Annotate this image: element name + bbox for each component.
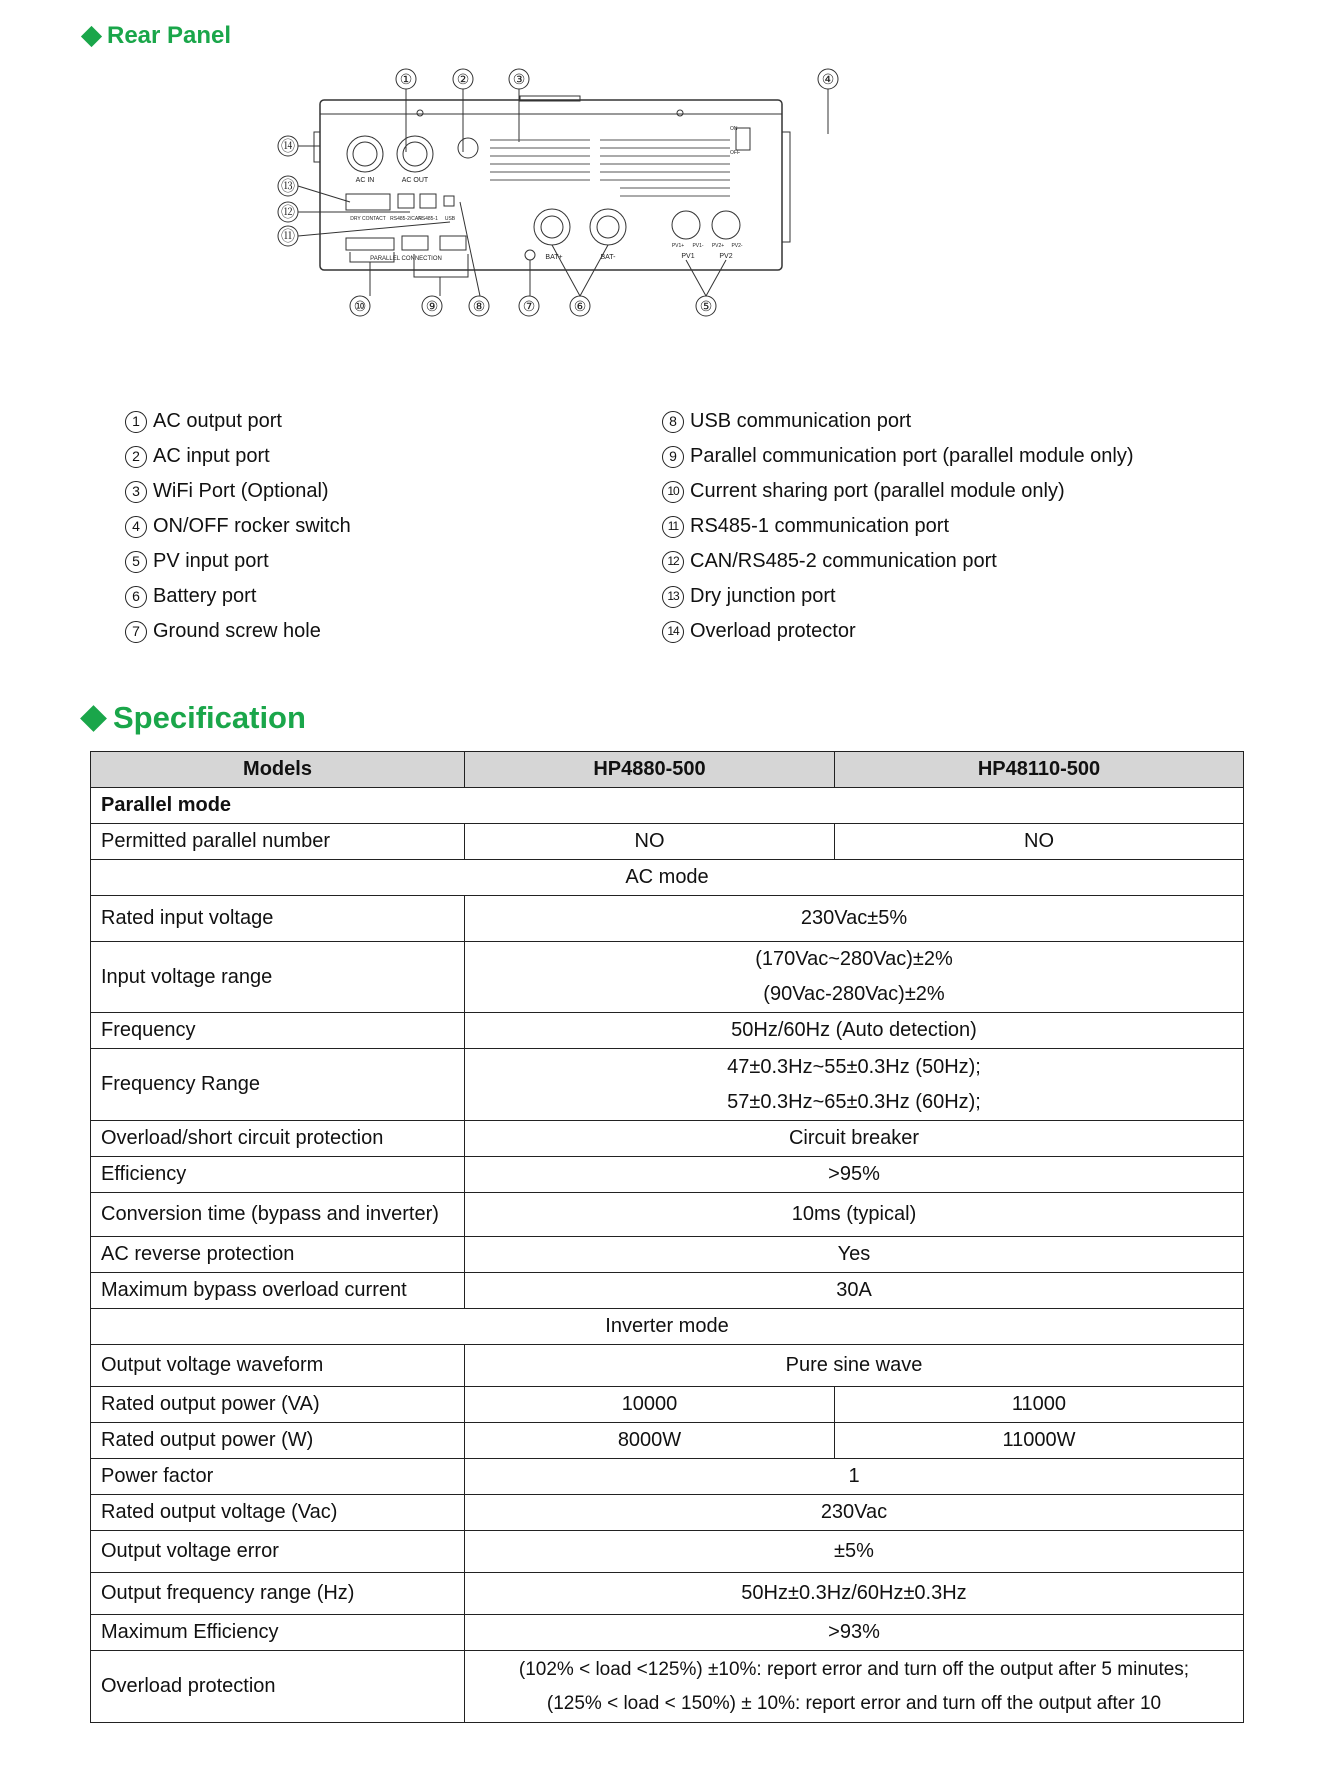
legend-text: AC output port <box>153 410 282 432</box>
label-on: ON <box>730 126 738 132</box>
row-label: Permitted parallel number <box>91 824 465 860</box>
number-badge: 7 <box>125 621 147 643</box>
table-row <box>91 1615 1244 1651</box>
row-label: Overload protection <box>91 1651 465 1723</box>
legend-item <box>662 439 1134 474</box>
value-line: (102% < load <125%) ±10%: report error and turn off the output after 5 minutes; <box>518 1658 1190 1680</box>
specification-title: Specification <box>113 700 306 735</box>
label-usb: USB <box>444 216 456 222</box>
label-ac-in: AC IN <box>355 177 375 184</box>
label-pv2-plus: PV2+ <box>711 243 725 249</box>
label-pv1-minus: PV1- <box>692 243 704 249</box>
row-label: Output frequency range (Hz) <box>91 1573 465 1615</box>
row-value: 10ms (typical) <box>465 1193 1244 1237</box>
row-label: Frequency <box>91 1013 465 1049</box>
legend-item <box>125 614 351 649</box>
number-badge: 6 <box>125 586 147 608</box>
legend-right <box>662 404 1134 649</box>
legend-text: ON/OFF rocker switch <box>153 515 351 537</box>
legend-item <box>662 544 1134 579</box>
row-label: AC reverse protection <box>91 1237 465 1273</box>
legend-item <box>662 614 1134 649</box>
row-label: Rated output voltage (Vac) <box>91 1495 465 1531</box>
table-row <box>91 1573 1244 1615</box>
row-value: >93% <box>465 1615 1244 1651</box>
label-pv1: PV1 <box>681 253 695 260</box>
legend-item <box>125 439 351 474</box>
table-row <box>91 824 1244 860</box>
row-value: Yes <box>465 1237 1244 1273</box>
row-value: 230Vac <box>465 1495 1244 1531</box>
section-ac-mode: AC mode <box>91 860 1244 896</box>
legend-text: CAN/RS485-2 communication port <box>690 550 997 572</box>
header-model-2: HP48110-500 <box>835 752 1244 788</box>
callout-12: ⑫ <box>281 204 295 220</box>
table-row <box>91 896 1244 942</box>
table-row <box>91 1193 1244 1237</box>
row-value: 11000W <box>835 1423 1244 1459</box>
label-pv2: PV2 <box>719 253 733 260</box>
table-row <box>91 1387 1244 1423</box>
legend-text: Dry junction port <box>690 585 836 607</box>
left-callouts <box>278 136 298 246</box>
value-line: (170Vac~280Vac)±2% <box>755 948 953 970</box>
value-line: (90Vac-280Vac)±2% <box>763 983 945 1005</box>
legend-item <box>125 544 351 579</box>
value-line: 47±0.3Hz~55±0.3Hz (50Hz); <box>727 1055 981 1078</box>
number-badge: 2 <box>125 446 147 468</box>
callout-2: ② <box>456 71 470 87</box>
legend-text: Battery port <box>153 585 257 607</box>
row-label: Power factor <box>91 1459 465 1495</box>
row-value <box>465 942 1244 1013</box>
rear-panel-heading <box>84 22 231 50</box>
specification-table <box>90 751 1244 1723</box>
row-value: NO <box>835 824 1244 860</box>
legend-text: Parallel communication port (parallel module only) <box>690 445 1134 467</box>
legend-text: RS485-1 communication port <box>690 515 950 537</box>
legend-text: WiFi Port (Optional) <box>153 480 329 502</box>
callout-11: ⑪ <box>281 228 295 244</box>
callout-9: ⑨ <box>425 298 439 314</box>
number-badge: 12 <box>662 551 684 573</box>
callout-4: ④ <box>821 71 835 87</box>
row-label: Output voltage error <box>91 1531 465 1573</box>
table-row <box>91 1309 1244 1345</box>
table-row <box>91 788 1244 824</box>
top-callouts <box>396 69 838 89</box>
number-badge: 8 <box>662 411 684 433</box>
section-parallel-mode: Parallel mode <box>91 788 1244 824</box>
number-badge: 11 <box>662 516 684 538</box>
row-label: Efficiency <box>91 1157 465 1193</box>
row-label: Maximum Efficiency <box>91 1615 465 1651</box>
row-value: 11000 <box>835 1387 1244 1423</box>
number-badge: 14 <box>662 621 684 643</box>
callout-6: ⑥ <box>573 298 587 314</box>
row-value: Circuit breaker <box>465 1121 1244 1157</box>
callout-14: ⑭ <box>281 138 295 154</box>
rear-panel-title: Rear Panel <box>107 22 232 49</box>
label-rs485-1: RS485-1 <box>418 216 438 222</box>
table-header-row <box>91 752 1244 788</box>
legend-item <box>125 509 351 544</box>
number-badge: 10 <box>662 481 684 503</box>
legend-text: Ground screw hole <box>153 620 321 642</box>
label-bat-plus: BAT+ <box>545 254 563 261</box>
callout-8: ⑧ <box>472 298 486 314</box>
bottom-callouts <box>350 296 716 316</box>
header-model-1: HP4880-500 <box>465 752 835 788</box>
label-parallel-connection: PARALLEL CONNECTION <box>370 256 442 262</box>
number-badge: 13 <box>662 586 684 608</box>
row-value: ±5% <box>465 1531 1244 1573</box>
row-label: Maximum bypass overload current <box>91 1273 465 1309</box>
section-inverter-mode: Inverter mode <box>91 1309 1244 1345</box>
row-value: 8000W <box>465 1423 835 1459</box>
table-row <box>91 1459 1244 1495</box>
row-value: 30A <box>465 1273 1244 1309</box>
legend-item <box>125 404 351 439</box>
table-row <box>91 860 1244 896</box>
table-row <box>91 1157 1244 1193</box>
callout-13: ⑬ <box>281 178 295 194</box>
row-label: Rated input voltage <box>91 896 465 942</box>
label-pv2-minus: PV2- <box>731 243 743 249</box>
label-ac-out: AC OUT <box>401 177 429 184</box>
table-row <box>91 942 1244 1013</box>
legend-text: Overload protector <box>690 620 856 642</box>
number-badge: 1 <box>125 411 147 433</box>
specification-heading <box>84 700 306 736</box>
table-row <box>91 1121 1244 1157</box>
callout-3: ③ <box>512 71 526 87</box>
diamond-bullet-icon <box>81 25 102 46</box>
row-label: Conversion time (bypass and inverter) <box>91 1193 465 1237</box>
row-value: Pure sine wave <box>465 1345 1244 1387</box>
label-pv1-plus: PV1+ <box>671 243 685 249</box>
row-label: Rated output power (VA) <box>91 1387 465 1423</box>
table-row <box>91 1049 1244 1121</box>
number-badge: 3 <box>125 481 147 503</box>
legend-item <box>125 579 351 614</box>
table-row <box>91 1423 1244 1459</box>
table-row <box>91 1273 1244 1309</box>
table-row <box>91 1345 1244 1387</box>
legend-text: USB communication port <box>690 410 912 432</box>
row-value: 50Hz±0.3Hz/60Hz±0.3Hz <box>465 1573 1244 1615</box>
legend-item <box>662 474 1134 509</box>
number-badge: 9 <box>662 446 684 468</box>
row-label: Overload/short circuit protection <box>91 1121 465 1157</box>
number-badge: 4 <box>125 516 147 538</box>
row-value: 50Hz/60Hz (Auto detection) <box>465 1013 1244 1049</box>
rear-panel-diagram <box>281 62 910 362</box>
label-bat-minus: BAT- <box>600 254 616 261</box>
row-label: Frequency Range <box>91 1049 465 1121</box>
label-dry-contact: DRY CONTACT <box>350 216 386 222</box>
callout-1: ① <box>399 71 413 87</box>
legend-item <box>662 404 1134 439</box>
row-label: Input voltage range <box>91 942 465 1013</box>
number-badge: 5 <box>125 551 147 573</box>
table-row <box>91 1495 1244 1531</box>
callout-7: ⑦ <box>522 298 536 314</box>
row-value: NO <box>465 824 835 860</box>
row-value <box>465 1651 1244 1723</box>
row-label: Output voltage waveform <box>91 1345 465 1387</box>
row-value: >95% <box>465 1157 1244 1193</box>
legend-left <box>125 404 351 649</box>
table-row <box>91 1237 1244 1273</box>
label-rs485-2-can: RS485-2/CAN <box>390 216 422 222</box>
callout-5: ⑤ <box>699 298 713 314</box>
legend-text: PV input port <box>153 550 269 572</box>
table-row <box>91 1651 1244 1723</box>
label-off: OFF <box>730 150 740 156</box>
row-value: 1 <box>465 1459 1244 1495</box>
row-label: Rated output power (W) <box>91 1423 465 1459</box>
row-value <box>465 1049 1244 1121</box>
callout-10: ⑩ <box>353 298 367 314</box>
row-value: 230Vac±5% <box>465 896 1244 942</box>
table-row <box>91 1013 1244 1049</box>
diamond-bullet-icon <box>80 705 107 732</box>
legend-item <box>662 579 1134 614</box>
value-line: 57±0.3Hz~65±0.3Hz (60Hz); <box>727 1090 981 1113</box>
legend-text: Current sharing port (parallel module only) <box>690 480 1065 502</box>
header-models: Models <box>91 752 465 788</box>
legend-item <box>125 474 351 509</box>
value-line: (125% < load < 150%) ± 10%: report error and turn off the output after 10 <box>546 1692 1162 1714</box>
legend-item <box>662 509 1134 544</box>
legend-text: AC input port <box>153 445 270 467</box>
table-row <box>91 1531 1244 1573</box>
row-value: 10000 <box>465 1387 835 1423</box>
